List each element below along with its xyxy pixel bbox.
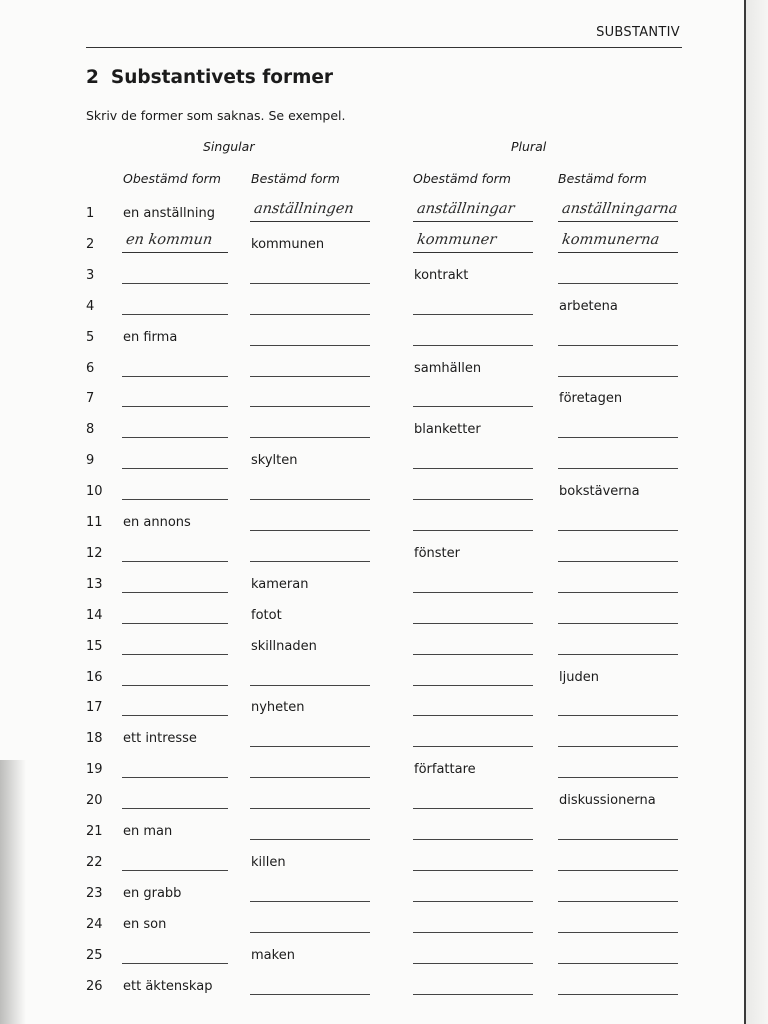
answer-blank-line[interactable] <box>558 932 678 933</box>
answer-blank-line[interactable] <box>250 685 370 686</box>
column-heading-singular-definite: Bestämd form <box>251 171 340 186</box>
table-row <box>0 661 768 691</box>
cell-plural-definite[interactable] <box>558 970 678 1000</box>
answer-blank-line[interactable] <box>250 901 370 902</box>
cell-plural-indefinite[interactable] <box>413 506 533 536</box>
cell-plural-definite <box>558 661 678 691</box>
cell-singular-definite <box>250 444 370 474</box>
answer-blank-line[interactable] <box>558 376 678 377</box>
cell-singular-definite[interactable] <box>250 537 370 567</box>
answer-blank-line[interactable] <box>250 746 370 747</box>
answer-blank-line[interactable] <box>558 777 678 778</box>
cell-plural-indefinite[interactable] <box>413 321 533 351</box>
cell-plural-indefinite[interactable] <box>413 568 533 598</box>
section-header-label: SUBSTANTIV <box>596 25 680 40</box>
given-word: blanketter <box>414 422 481 438</box>
cell-plural-indefinite <box>413 352 533 382</box>
answer-blank-line[interactable] <box>558 468 678 469</box>
cell-plural-definite[interactable] <box>558 630 678 660</box>
given-word: en son <box>123 916 167 932</box>
given-word: en man <box>123 824 173 839</box>
row-number: 12 <box>86 545 103 561</box>
given-word: ett äktenskap <box>123 978 213 994</box>
cell-singular-definite[interactable] <box>250 722 370 752</box>
cell-singular-indefinite <box>122 877 228 907</box>
cell-plural-definite <box>558 228 678 258</box>
answer-blank-line[interactable] <box>413 654 533 655</box>
cell-singular-definite[interactable] <box>250 321 370 351</box>
row-number: 13 <box>86 576 103 592</box>
cell-singular-definite[interactable] <box>250 506 370 536</box>
cell-plural-definite[interactable] <box>558 939 678 969</box>
cell-plural-indefinite[interactable] <box>413 475 533 505</box>
group-heading-singular: Singular <box>203 139 255 154</box>
given-word: en annons <box>123 515 191 530</box>
row-number: 3 <box>86 267 95 283</box>
cell-plural-indefinite[interactable] <box>413 630 533 660</box>
column-heading-plural-definite: Bestämd form <box>558 171 647 186</box>
cell-plural-indefinite[interactable] <box>413 939 533 969</box>
cell-plural-definite[interactable] <box>558 877 678 907</box>
group-heading-plural: Plural <box>511 139 547 154</box>
cell-singular-indefinite[interactable] <box>122 630 228 660</box>
row-number: 9 <box>86 453 95 469</box>
exercise-number: 2 <box>86 67 99 88</box>
given-word: en grabb <box>123 885 182 901</box>
cell-plural-indefinite <box>413 259 533 289</box>
cell-plural-definite[interactable] <box>558 908 678 938</box>
table-row <box>0 197 768 227</box>
row-number: 20 <box>86 793 103 809</box>
cell-plural-indefinite[interactable] <box>413 290 533 320</box>
given-word: kommunen <box>251 236 325 252</box>
given-word: fotot <box>251 607 282 623</box>
answer-blank-line[interactable] <box>558 870 678 871</box>
answer-blank-line[interactable] <box>413 468 533 469</box>
answer-blank-line[interactable] <box>413 715 533 716</box>
cell-plural-definite[interactable] <box>558 321 678 351</box>
cell-singular-indefinite[interactable] <box>122 661 228 691</box>
table-row <box>0 846 768 876</box>
cell-plural-definite[interactable] <box>558 352 678 382</box>
answer-blank-line[interactable] <box>122 623 228 624</box>
cell-plural-definite[interactable] <box>558 691 678 721</box>
cell-singular-indefinite[interactable] <box>122 475 228 505</box>
row-number: 17 <box>86 700 103 716</box>
cell-plural-indefinite[interactable] <box>413 908 533 938</box>
cell-singular-definite <box>250 846 370 876</box>
answer-blank-line[interactable] <box>122 808 228 809</box>
given-word: bokstäverna <box>559 484 640 500</box>
answer-blank-line[interactable] <box>122 685 228 686</box>
table-row <box>0 321 768 351</box>
table-row <box>0 506 768 536</box>
row-number: 25 <box>86 947 103 963</box>
answer-blank-line[interactable] <box>122 283 228 284</box>
row-number: 16 <box>86 669 103 685</box>
answer-blank-line[interactable] <box>413 345 533 346</box>
answer-blank-line[interactable] <box>413 592 533 593</box>
row-number: 18 <box>86 731 103 747</box>
row-number: 6 <box>86 360 95 376</box>
row-number: 2 <box>86 236 95 252</box>
answer-blank-line[interactable] <box>558 592 678 593</box>
answer-blank-line[interactable] <box>250 314 370 315</box>
answer-blank-line[interactable] <box>558 839 678 840</box>
column-heading-singular-indefinite: Obestämd form <box>123 171 221 186</box>
cell-plural-indefinite[interactable] <box>413 382 533 412</box>
cell-plural-indefinite <box>413 413 533 443</box>
handwritten-example-answer: en kommun <box>124 231 214 248</box>
answer-blank-line[interactable] <box>413 530 533 531</box>
given-word: ett intresse <box>123 731 197 747</box>
given-word: kontrakt <box>414 267 469 283</box>
answer-blank-line[interactable] <box>413 623 533 624</box>
answer-blank-line[interactable] <box>413 808 533 809</box>
table-row <box>0 413 768 443</box>
answer-blank-line[interactable] <box>250 406 370 407</box>
answer-blank-line[interactable] <box>413 963 533 964</box>
cell-singular-definite[interactable] <box>250 661 370 691</box>
cell-singular-definite <box>250 630 370 660</box>
cell-singular-indefinite[interactable] <box>122 691 228 721</box>
row-number: 7 <box>86 391 95 407</box>
cell-plural-indefinite <box>413 228 533 258</box>
given-word: arbetena <box>559 298 618 314</box>
cell-plural-indefinite[interactable] <box>413 846 533 876</box>
cell-plural-indefinite[interactable] <box>413 784 533 814</box>
given-word: en anställning <box>123 206 215 221</box>
table-row <box>0 815 768 845</box>
answer-line <box>558 252 678 253</box>
table-row <box>0 877 768 907</box>
answer-blank-line[interactable] <box>558 963 678 964</box>
answer-blank-line[interactable] <box>558 715 678 716</box>
cell-plural-definite[interactable] <box>558 537 678 567</box>
table-row <box>0 568 768 598</box>
cell-singular-definite[interactable] <box>250 753 370 783</box>
answer-blank-line[interactable] <box>558 994 678 995</box>
row-number: 11 <box>86 515 103 530</box>
answer-blank-line[interactable] <box>250 839 370 840</box>
table-row <box>0 599 768 629</box>
cell-singular-definite[interactable] <box>250 784 370 814</box>
answer-blank-line[interactable] <box>413 406 533 407</box>
row-number: 22 <box>86 854 103 870</box>
cell-singular-definite <box>250 228 370 258</box>
handwritten-example-answer: anställningen <box>252 201 355 217</box>
table-row <box>0 908 768 938</box>
answer-blank-line[interactable] <box>558 654 678 655</box>
answer-blank-line[interactable] <box>250 808 370 809</box>
answer-blank-line[interactable] <box>558 283 678 284</box>
given-word: diskussionerna <box>559 793 656 809</box>
cell-singular-indefinite <box>122 815 228 845</box>
answer-blank-line[interactable] <box>558 623 678 624</box>
cell-singular-definite[interactable] <box>250 475 370 505</box>
answer-blank-line[interactable] <box>413 685 533 686</box>
cell-singular-indefinite[interactable] <box>122 290 228 320</box>
table-row <box>0 228 768 258</box>
cell-plural-indefinite[interactable] <box>413 815 533 845</box>
answer-blank-line[interactable] <box>413 870 533 871</box>
cell-plural-definite[interactable] <box>558 506 678 536</box>
cell-singular-definite[interactable] <box>250 908 370 938</box>
cell-singular-definite[interactable] <box>250 877 370 907</box>
answer-blank-line[interactable] <box>122 468 228 469</box>
table-row <box>0 475 768 505</box>
cell-singular-indefinite[interactable] <box>122 753 228 783</box>
table-row <box>0 784 768 814</box>
answer-line <box>558 221 678 222</box>
given-word: kameran <box>251 576 309 592</box>
cell-singular-indefinite[interactable] <box>122 846 228 876</box>
answer-blank-line[interactable] <box>413 314 533 315</box>
cell-singular-definite <box>250 691 370 721</box>
answer-blank-line[interactable] <box>250 437 370 438</box>
cell-singular-definite <box>250 568 370 598</box>
answer-blank-line[interactable] <box>122 561 228 562</box>
given-word: skillnaden <box>251 638 317 654</box>
answer-blank-line[interactable] <box>558 901 678 902</box>
row-number: 1 <box>86 206 95 221</box>
exercise-title-text: Substantivets former <box>110 67 334 88</box>
cell-singular-definite <box>250 939 370 969</box>
column-heading-plural-indefinite: Obestämd form <box>413 171 511 186</box>
cell-singular-indefinite <box>122 506 228 536</box>
row-number: 10 <box>86 484 103 500</box>
row-number: 21 <box>86 824 103 839</box>
given-word: nyheten <box>251 700 305 716</box>
answer-blank-line[interactable] <box>558 530 678 531</box>
given-word: ljuden <box>559 669 599 685</box>
answer-blank-line[interactable] <box>122 437 228 438</box>
answer-blank-line[interactable] <box>250 499 370 500</box>
answer-blank-line[interactable] <box>122 592 228 593</box>
answer-blank-line[interactable] <box>413 839 533 840</box>
given-word: maken <box>251 947 295 963</box>
answer-blank-line[interactable] <box>250 530 370 531</box>
answer-line <box>122 252 228 253</box>
cell-singular-indefinite[interactable] <box>122 939 228 969</box>
cell-singular-definite[interactable] <box>250 382 370 412</box>
cell-singular-indefinite <box>122 228 228 258</box>
cell-singular-indefinite <box>122 970 228 1000</box>
handwritten-example-answer: anställningar <box>415 201 516 217</box>
row-number: 23 <box>86 885 103 901</box>
header-rule <box>86 47 682 48</box>
row-number: 5 <box>86 329 95 345</box>
answer-blank-line[interactable] <box>250 376 370 377</box>
cell-singular-definite[interactable] <box>250 413 370 443</box>
answer-blank-line[interactable] <box>250 345 370 346</box>
row-number: 24 <box>86 916 103 932</box>
answer-line <box>413 252 533 253</box>
answer-blank-line[interactable] <box>122 376 228 377</box>
cell-singular-indefinite[interactable] <box>122 382 228 412</box>
answer-blank-line[interactable] <box>413 994 533 995</box>
exercise-instructions: Skriv de former som saknas. Se exempel. <box>86 108 346 123</box>
answer-blank-line[interactable] <box>413 901 533 902</box>
answer-blank-line[interactable] <box>250 283 370 284</box>
cell-singular-indefinite <box>122 908 228 938</box>
cell-plural-indefinite[interactable] <box>413 691 533 721</box>
exercise-title <box>86 67 333 88</box>
cell-singular-definite[interactable] <box>250 259 370 289</box>
cell-singular-indefinite[interactable] <box>122 784 228 814</box>
table-row <box>0 444 768 474</box>
table-row <box>0 630 768 660</box>
answer-blank-line[interactable] <box>558 437 678 438</box>
answer-blank-line[interactable] <box>413 746 533 747</box>
answer-line <box>250 221 370 222</box>
cell-plural-definite[interactable] <box>558 259 678 289</box>
row-number: 4 <box>86 298 95 314</box>
cell-plural-definite <box>558 475 678 505</box>
row-number: 26 <box>86 978 103 994</box>
cell-plural-definite[interactable] <box>558 444 678 474</box>
cell-plural-indefinite[interactable] <box>413 722 533 752</box>
cell-singular-indefinite[interactable] <box>122 599 228 629</box>
answer-blank-line[interactable] <box>558 345 678 346</box>
handwritten-example-answer: kommuner <box>415 231 498 248</box>
handwritten-example-answer: kommunerna <box>560 231 661 248</box>
given-word: killen <box>251 854 286 870</box>
cell-plural-definite[interactable] <box>558 599 678 629</box>
cell-singular-indefinite[interactable] <box>122 413 228 443</box>
table-row <box>0 691 768 721</box>
cell-plural-definite[interactable] <box>558 815 678 845</box>
cell-singular-definite[interactable] <box>250 970 370 1000</box>
answer-blank-line[interactable] <box>558 746 678 747</box>
answer-blank-line[interactable] <box>250 932 370 933</box>
answer-blank-line[interactable] <box>122 963 228 964</box>
given-word: skylten <box>251 453 298 469</box>
given-word: en firma <box>123 329 178 345</box>
cell-plural-indefinite[interactable] <box>413 877 533 907</box>
answer-blank-line[interactable] <box>122 715 228 716</box>
answer-line <box>413 221 533 222</box>
table-row <box>0 722 768 752</box>
answer-blank-line[interactable] <box>250 561 370 562</box>
row-number: 19 <box>86 762 103 778</box>
cell-plural-indefinite <box>413 537 533 567</box>
given-word: författare <box>414 762 476 778</box>
cell-singular-indefinite[interactable] <box>122 568 228 598</box>
cell-plural-indefinite <box>413 197 533 227</box>
cell-plural-definite[interactable] <box>558 722 678 752</box>
table-row <box>0 290 768 320</box>
cell-plural-definite <box>558 382 678 412</box>
cell-singular-indefinite <box>122 321 228 351</box>
cell-plural-definite[interactable] <box>558 568 678 598</box>
table-row <box>0 939 768 969</box>
cell-singular-indefinite <box>122 197 228 227</box>
cell-plural-definite <box>558 784 678 814</box>
given-word: fönster <box>414 545 460 561</box>
cell-plural-indefinite[interactable] <box>413 661 533 691</box>
cell-plural-definite[interactable] <box>558 753 678 783</box>
cell-plural-definite[interactable] <box>558 846 678 876</box>
cell-singular-indefinite[interactable] <box>122 352 228 382</box>
answer-blank-line[interactable] <box>122 870 228 871</box>
answer-blank-line[interactable] <box>122 499 228 500</box>
answer-blank-line[interactable] <box>250 994 370 995</box>
answer-blank-line[interactable] <box>122 777 228 778</box>
cell-singular-indefinite[interactable] <box>122 259 228 289</box>
table-row <box>0 753 768 783</box>
answer-blank-line[interactable] <box>122 314 228 315</box>
cell-plural-indefinite[interactable] <box>413 599 533 629</box>
cell-singular-indefinite[interactable] <box>122 537 228 567</box>
cell-singular-indefinite <box>122 722 228 752</box>
given-word: samhällen <box>414 360 482 376</box>
handwritten-example-answer: anställningarna <box>560 201 679 217</box>
row-number: 14 <box>86 607 103 623</box>
answer-blank-line[interactable] <box>413 499 533 500</box>
answer-blank-line[interactable] <box>122 406 228 407</box>
table-row <box>0 382 768 412</box>
cell-plural-definite <box>558 290 678 320</box>
table-row <box>0 352 768 382</box>
cell-singular-indefinite[interactable] <box>122 444 228 474</box>
cell-plural-indefinite[interactable] <box>413 970 533 1000</box>
cell-singular-definite <box>250 599 370 629</box>
cell-plural-definite <box>558 197 678 227</box>
cell-plural-indefinite <box>413 753 533 783</box>
cell-singular-definite[interactable] <box>250 815 370 845</box>
cell-singular-definite <box>250 197 370 227</box>
table-row <box>0 537 768 567</box>
answer-blank-line[interactable] <box>122 654 228 655</box>
answer-blank-line[interactable] <box>558 561 678 562</box>
answer-blank-line[interactable] <box>413 932 533 933</box>
cell-plural-definite[interactable] <box>558 413 678 443</box>
table-row <box>0 259 768 289</box>
cell-singular-definite[interactable] <box>250 352 370 382</box>
given-word: företagen <box>559 391 623 407</box>
row-number: 8 <box>86 422 95 438</box>
cell-singular-definite[interactable] <box>250 290 370 320</box>
table-row <box>0 970 768 1000</box>
cell-plural-indefinite[interactable] <box>413 444 533 474</box>
answer-blank-line[interactable] <box>250 777 370 778</box>
row-number: 15 <box>86 638 103 654</box>
